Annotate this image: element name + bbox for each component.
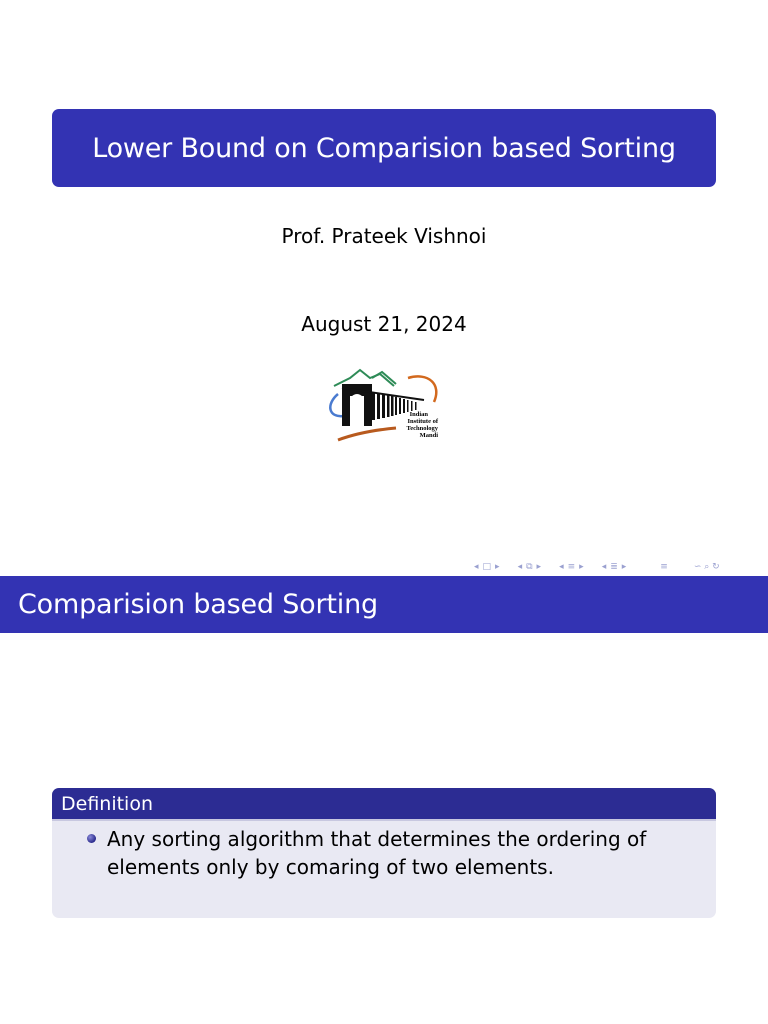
nav-left-arrow-icon[interactable]: ◂ xyxy=(517,562,523,572)
nav-align-icon[interactable]: ≡ xyxy=(660,562,668,572)
bullet-icon xyxy=(87,834,96,843)
date: August 21, 2024 xyxy=(301,312,467,336)
beamer-navigation[interactable] xyxy=(474,560,768,574)
iit-mandi-logo xyxy=(324,364,446,448)
nav-left-arrow-icon[interactable]: ◂ xyxy=(559,562,564,572)
author: Prof. Prateek Vishnoi xyxy=(281,224,487,248)
nav-subsection-icon[interactable]: ⧉ xyxy=(526,562,533,572)
nav-search-icon[interactable]: ∽ ⌕ ↻ xyxy=(693,562,720,572)
list-item: Any sorting algorithm that determines the ordering of elements only by comaring of two elements. xyxy=(107,827,647,879)
presentation-title: Lower Bound on Comparision based Sorting xyxy=(92,132,676,164)
block-header xyxy=(52,788,716,819)
content-slide xyxy=(0,576,768,1024)
logo-text-4: Mandi xyxy=(419,432,438,439)
nav-right-arrow-icon[interactable]: ▸ xyxy=(621,562,627,572)
logo-text-3: Technology xyxy=(406,425,438,432)
logo-text-1: Indian xyxy=(409,411,428,418)
logo-text-2: Institute of xyxy=(407,418,438,425)
definition-block xyxy=(52,788,716,918)
nav-section-icon[interactable]: ≡ xyxy=(567,562,576,572)
frame-title: Comparision based Sorting xyxy=(18,589,378,620)
nav-section-icon[interactable]: ≣ xyxy=(610,562,618,572)
block-body xyxy=(52,819,716,881)
frame-title-bar xyxy=(0,576,768,633)
title-box xyxy=(52,109,716,187)
nav-left-arrow-icon[interactable]: ◂ xyxy=(474,562,479,572)
nav-right-arrow-icon[interactable]: ▸ xyxy=(579,562,584,572)
nav-frame-icon[interactable]: □ xyxy=(482,562,492,572)
nav-right-arrow-icon[interactable]: ▸ xyxy=(536,562,542,572)
nav-right-arrow-icon[interactable]: ▸ xyxy=(495,562,500,572)
block-title: Definition xyxy=(61,792,154,815)
nav-left-arrow-icon[interactable]: ◂ xyxy=(601,562,607,572)
